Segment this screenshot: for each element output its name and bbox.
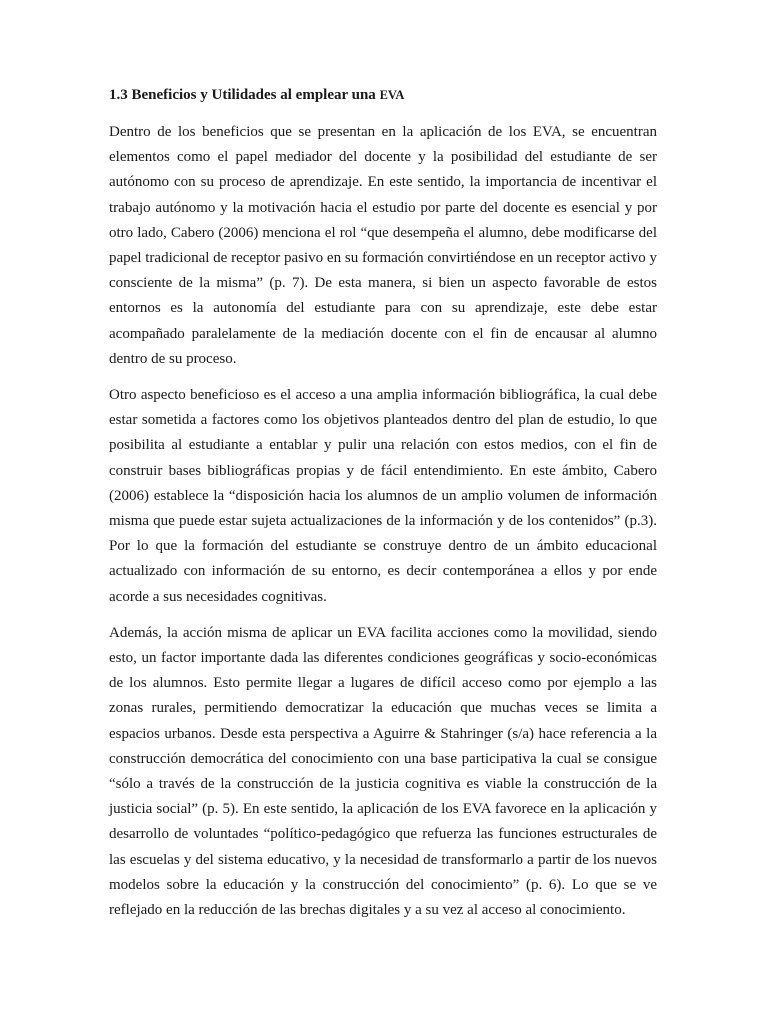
section-heading-title: 1.3 Beneficios y Utilidades al emplear una (109, 87, 376, 103)
paragraph-3: Además, la acción misma de aplicar un EVA facilita acciones como la movilidad, siendo esto, un factor importante dada las diferentes condiciones geográficas y socio-económicas de los alumnos. Esto permite llegar a lugares de difícil acceso como por ejemplo a las zonas rurales, permitiendo democratizar la educación que muchas veces se limita a espacios urbanos. Desde esta perspectiva a Aguirre & Stahringer (s/a) hace referencia a la construcción democrática del conocimiento con una base participativa la cual se consigue “sólo a través de la construcción de la justicia cognitiva es viable la construcción de la justicia social” (p. 5). En este sentido, la aplicación de los EVA favorece en la aplicación y desarrollo de voluntades “político-pedagógico que refuerza las funciones estructurales de las escuelas y del sistema educativo, y la necesidad de transformarlo a partir de los nuevos modelos sobre la educación y la construcción del conocimiento” (p. 6). Lo que se ve reflejado en la reducción de las brechas digitales y a su vez al acceso al conocimiento. (109, 624, 657, 919)
paragraph-2: Otro aspecto beneficioso es el acceso a una amplia información bibliográfica, la cual debe estar sometida a factores como los objetivos planteados dentro del plan de estudio, lo que posibilita al estudiante a entablar y pulir una relación con estos medios, con el fin de construir bases bibliográficas propias y de fácil entendimiento. En este ámbito, Cabero (2006) establece la “disposición hacia los alumnos de un amplio volumen de información misma que puede estar sujeta actualizaciones de la información y de los contenidos” (p.3). Por lo que la formación del estudiante se construye dentro de un ámbito educacional actualizado con información de su entorno, es decir contemporánea a ellos y por ende acorde a sus necesidades cognitivas. (109, 387, 657, 605)
paragraph-1: Dentro de los beneficios que se presentan en la aplicación de los EVA, se encuentran elementos como el papel mediador del docente y la posibilidad del estudiante de ser autónomo con su proceso de aprendizaje. En este sentido, la importancia de incentivar el trabajo autónomo y la motivación hacia el estudio por parte del docente es esencial y por otro lado, Cabero (2006) menciona el rol “que desempeña el alumno, debe modificarse del papel tradicional de receptor pasivo en su formación convirtiéndose en un receptor activo y consciente de la misma” (p. 7). De esta manera, si bien un aspecto favorable de estos entornos es la autonomía del estudiante para con su aprendizaje, este debe estar acompañado paralelamente de la mediación docente con el fin de encausar al alumno dentro de su proceso. (109, 124, 657, 367)
section-heading (109, 84, 657, 106)
document-body (109, 84, 657, 934)
section-heading-abbr: EVA (379, 88, 405, 102)
